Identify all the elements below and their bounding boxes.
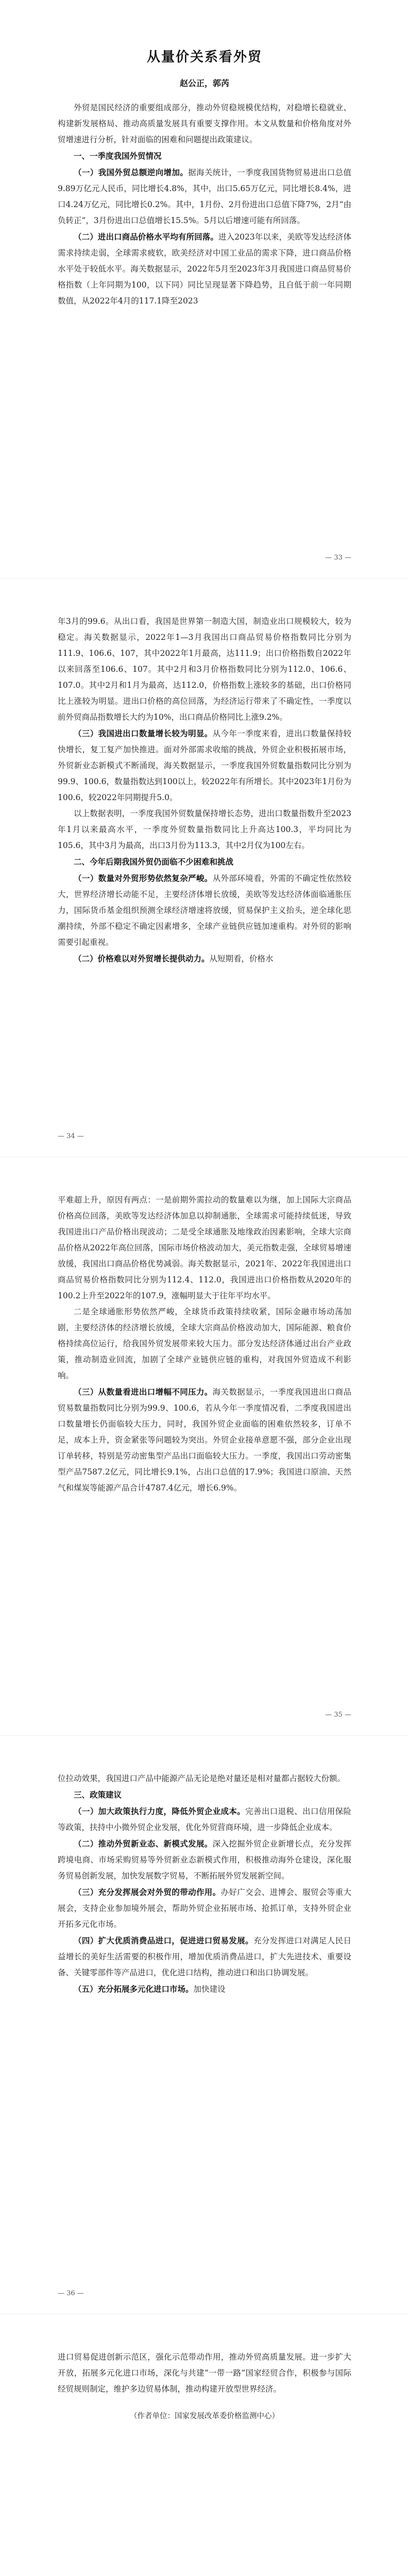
paragraph-continued: 年3月的99.6。从出口看，我国是世界第一制造大国，制造业出口规模较大，较为稳定。海关数据显示，2022年1—3月我国出口商品贸易价格指数同比分别为111.9、106.6、107，其中2022年1月最高，达111.9；出口价格指数自2022年以来回落至106.6、107。其中2月和3月价格指数同比分别为112.0、106.6、107.0。其中2月和1月为最高，达112.0，价格指数上涨较多的基础，出口价格同比上涨较为明显。进出口价格的高位回落，为经济运行带来了不确定性，一季度以前外贸商品指数增长大约为10%，出口商品价格同比上涨9.2%。 [58,617,351,722]
paragraph-price-level-text: 进入2023年以来，美欧等发达经济体需求持续走弱，全球需求疲软，欧美经济对中国工业品的需求下降，进口商品价格水平处于较低水平。海关数据显示，2022年5月至2023年3月我国进口商品贸易价格指数（上年同期为100，以下同）同比呈现显著下降趋势，且自低于前一年同期数值，从2022年4月的117.1降至2023 [58,232,351,306]
paragraph-trade-total-text: 据海关统计，一季度我国货物贸易进出口总值9.89万亿元人民币，同比增长4.8%，其中，出口5.65万亿元，同比增长8.4%，进口4.24万亿元，同比增长0.2%。其中，1月份、2月份进出口总值下降7%，2月“由负转正”，3月份进出口总值增长15.5%。5月以后增速可能有所回落。 [58,168,351,225]
article-authors: 赵公正，郭芮 [179,78,229,88]
intro-paragraph: 外贸是国民经济的重要组成部分，推动外贸稳规模优结构，对稳增长稳就业、构建新发展格局、推动高质量发展具有重要支撑作用。本文从数量和价格角度对外贸增速进行分析，针对面临的困难和问题提出政策建议。 [58,103,351,144]
paragraph-quantity-growth [58,725,351,806]
paragraph-recommendation-3 [58,1884,351,1933]
page-number: — 35 — [325,1711,351,1719]
subheading-1-1: （一）我国外贸总额逆向增加。 [74,167,189,177]
subheading-3-3: （三）充分发挥展会对外贸的带动作用。 [74,1887,221,1897]
paragraph-recommendation-2-text: 深入挖掘外贸企业新增长点，充分发挥跨境电商、市场采购贸易等外贸新业态新模式作用，积极推动海外仓建设，深化服务贸易创新发展，加快发展数字贸易，不断拓展外贸发展新空间。 [58,1839,351,1880]
subheading-3-2: （二）推动外贸新业态、新模式发展。 [74,1839,213,1849]
subheading-2-3: （三）从数量看进出口增幅不同压力。 [74,1387,213,1397]
paragraph-challenge-3-text: 海关数据显示，一季度我国进出口商品贸易数量指数同比分别为99.9、100.6，若从今年一季度情况看，二季度我国进出口数量增长仍面临较大压力，同时，我国外贸企业面临的困难依然较多，订单不足，成本上升，资金紧张等问题较为突出。外贸企业接单意愿不强，部分企业出现订单转移，特别是劳动密集型产品出口面临较大压力。一季度，我国出口劳动密集型产品7587.2亿元，同比增长9.1%，占出口总值的17.9%；我国进口原油、天然气和煤炭等能源产品合计4787.4亿元，增长6.9%。 [58,1387,351,1493]
page-number: — 33 — [325,554,351,562]
paragraph-challenge-2 [58,951,351,967]
section-heading-3 [58,1787,351,1803]
paragraph-price-level [58,229,351,309]
page-5 [0,2314,409,2576]
section-heading-2-text: 二、今年后期我国外贸仍面临不少困难和挑战 [74,857,234,867]
subheading-2-1: （一）数量对外贸形势依然复杂严峻。 [74,873,213,883]
paragraph-challenge-1 [58,870,351,951]
paragraph-quantity-growth-text: 从今年一季度来看，进出口数量保持较快增长，复工复产加快推进。面对外部需求收缩的挑战，外贸企业积极拓展市场，外贸新业态新模式不断涌现，海关数据显示，一季度我国外贸数量指数同比分别为99.9、100.6，数量指数达到100以上，较2022年有所增长。其中2023年1月份为100.6，较2022年同期提升5.0。 [58,729,351,802]
paragraph-recommendation-4-text: 充分发挥进口对满足人民日益增长的美好生活需要的积极作用，增加优质消费品进口，扩大先进技术、重要设备、关键零部件等产品进口，优化进口结构，推动进口和出口协调发展。 [58,1936,351,1977]
subheading-3-4: （四）扩大优质消费品进口，促进进口贸易发展。 [74,1936,253,1945]
paragraph-recommendation-3-text: 办好广交会、进博会、服贸会等重大展会，支持企业参加境外展会，帮助外贸企业拓展市场、抢抓订单，支持外贸企业开拓多元化市场。 [58,1888,351,1929]
subheading-3-1: （一）加大政策执行力度，降低外贸企业成本。 [74,1806,246,1816]
author-affiliation-note: （作者单位：国家发展改革委价格监测中心） [130,2412,279,2420]
paragraph-challenge-1-text: 从外部环境看，外需的不确定性依然较大，世界经济增长动能不足，主要经济体增长放缓，美欧等发达经济体面临通胀压力，国际货币基金组织预测全球经济增速将放缓，贸易保护主义抬头，逆全球化思潮持续，外部不稳定不确定因素增多，全球产业链供应链加速重构。对外贸的影响需要引起重视。 [58,874,351,947]
page-number: — 34 — [58,1132,84,1140]
paragraph-recommendation-4 [58,1933,351,1981]
paragraph-continued: 位拉动效果，我国进口产品中能源产品无论是绝对量还是相对量都占据较大份额。 [58,1774,346,1783]
article-title: 从量价关系看外贸 [146,49,262,65]
paragraph-challenge-2-text: 从短期看，价格水 [209,954,274,963]
subheading-1-2: （二）进出口商品价格水平均有所回落。 [74,232,218,242]
paragraph-recommendation-2 [58,1836,351,1884]
page-4 [0,1736,409,2314]
paragraph-trade-total [58,164,351,229]
paragraph-inflation: 二是全球通胀形势依然严峻，全球货币政策持续收紧，国际金融市场动荡加剧，主要经济体的经济增长放缓，全球大宗商品价格波动加大，国际能源、粮食价格持续高位运行，给我国外贸发展带来较大压力。部分发达经济体通过出台产业政策，推动制造业回流，加剧了全球产业链供应链的重构，对我国外贸造成不利影响。 [58,1307,351,1380]
paragraph-quantity-index: 以上数据表明，一季度我国外贸数量保持增长态势，进出口数量指数升至2023年1月以来最高水平，一季度外贸数量指数同比上升高达100.3，平均同比为105.6，其中3月为最高，出口3月份为113.3，其中2月仅为100左右。 [58,809,351,850]
page-3 [0,1157,409,1735]
subheading-3-5: （五）充分拓展多元化进口市场。 [74,1984,194,1994]
subheading-2-2: （二）价格难以对外贸增长提供动力。 [74,954,210,963]
section-heading-2 [58,854,351,870]
paragraph-continued: 平难超上升，原因有两点：一是前期外需拉动的数量难以为继，加上国际大宗商品价格高位回落，美欧等发达经济体加息以抑制通胀，全球需求可能持续低迷，导致我国进出口产品价格出现波动；二是受全球通胀及地缘政治因素影响，全球大宗商品价格从2022年高位回落，国际市场价格波动加大，美元指数走强，全球贸易增速放缓，我国出口商品价格优势减弱。海关数据显示，2021年、2022年我国进出口商品贸易价格指数同比分别为112.4、112.0，我国进出口价格指数从2020年的100.2上升至2022年的107.9，涨幅明显大于往年平均水平。 [58,1195,351,1300]
page-1 [0,0,409,578]
paragraph-recommendation-1-text: 完善出口退税、出口信用保险等政策，扶持中小微外贸企业发展，优化外贸营商环境，进一步降低企业成本。 [58,1807,351,1832]
subheading-1-3: （三）我国进出口数量增长较为明显。 [74,728,213,738]
page-2 [0,579,409,1157]
paragraph-challenge-3 [58,1384,351,1496]
paragraph-recommendation-5 [58,1981,351,1997]
section-heading-1 [58,148,351,164]
section-heading-3-text: 三、政策建议 [74,1790,122,1800]
section-heading-1-text: 一、一季度我国外贸情况 [74,151,162,161]
paragraph-recommendation-5-text: 加快建设 [193,1985,226,1994]
paragraph-continued: 进口贸易促进创新示范区，强化示范带动作用，推动外贸高质量发展。进一步扩大开放，拓展多元化进口市场，深化与共建“一带一路”国家经贸合作，积极参与国际经贸规则制定，维护多边贸易体制，推动构建开放型世界经济。 [58,2352,351,2394]
paragraph-recommendation-1 [58,1803,351,1836]
page-number: — 36 — [58,2290,84,2297]
